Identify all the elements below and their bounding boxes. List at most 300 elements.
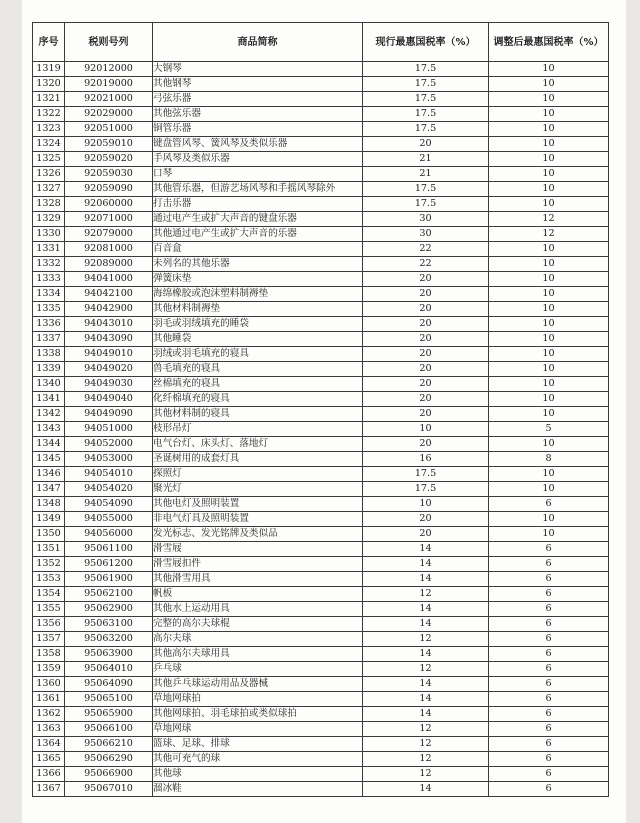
cell-current-mfn-rate: 17.5 xyxy=(363,182,489,197)
cell-tariff-code: 94054020 xyxy=(65,482,153,497)
cell-current-mfn-rate: 12 xyxy=(363,722,489,737)
cell-seq: 1336 xyxy=(33,317,65,332)
cell-seq: 1335 xyxy=(33,302,65,317)
table-row xyxy=(33,107,609,122)
cell-seq: 1352 xyxy=(33,557,65,572)
cell-product-name: 发光标志、发光铭牌及类似品 xyxy=(153,527,363,542)
cell-seq: 1361 xyxy=(33,692,65,707)
table-row xyxy=(33,587,609,602)
cell-seq: 1346 xyxy=(33,467,65,482)
cell-adjusted-mfn-rate: 6 xyxy=(489,722,609,737)
cell-tariff-code: 95062900 xyxy=(65,602,153,617)
cell-tariff-code: 95067010 xyxy=(65,782,153,797)
cell-product-name: 聚光灯 xyxy=(153,482,363,497)
cell-seq: 1330 xyxy=(33,227,65,242)
header-tariff-code: 税则号列 xyxy=(65,23,153,62)
cell-seq: 1360 xyxy=(33,677,65,692)
cell-tariff-code: 95066210 xyxy=(65,737,153,752)
cell-current-mfn-rate: 14 xyxy=(363,617,489,632)
cell-tariff-code: 94042900 xyxy=(65,302,153,317)
cell-adjusted-mfn-rate: 10 xyxy=(489,302,609,317)
cell-seq: 1342 xyxy=(33,407,65,422)
cell-current-mfn-rate: 20 xyxy=(363,332,489,347)
cell-current-mfn-rate: 20 xyxy=(363,302,489,317)
cell-product-name: 其他材料制的寝具 xyxy=(153,407,363,422)
cell-product-name: 枝形吊灯 xyxy=(153,422,363,437)
cell-seq: 1355 xyxy=(33,602,65,617)
table-row xyxy=(33,227,609,242)
cell-tariff-code: 94049020 xyxy=(65,362,153,377)
cell-tariff-code: 94041000 xyxy=(65,272,153,287)
cell-product-name: 弹簧床垫 xyxy=(153,272,363,287)
cell-seq: 1329 xyxy=(33,212,65,227)
cell-seq: 1351 xyxy=(33,542,65,557)
cell-tariff-code: 94049010 xyxy=(65,347,153,362)
tariff-table xyxy=(32,22,609,797)
cell-current-mfn-rate: 12 xyxy=(363,737,489,752)
table-row xyxy=(33,62,609,77)
header-product-name: 商品简称 xyxy=(153,23,363,62)
cell-seq: 1357 xyxy=(33,632,65,647)
table-row xyxy=(33,167,609,182)
table-row xyxy=(33,392,609,407)
cell-tariff-code: 94043010 xyxy=(65,317,153,332)
cell-current-mfn-rate: 17.5 xyxy=(363,62,489,77)
cell-current-mfn-rate: 10 xyxy=(363,422,489,437)
cell-seq: 1364 xyxy=(33,737,65,752)
cell-product-name: 篮球、足球、排球 xyxy=(153,737,363,752)
cell-product-name: 其他钢琴 xyxy=(153,77,363,92)
cell-current-mfn-rate: 20 xyxy=(363,137,489,152)
cell-tariff-code: 95061100 xyxy=(65,542,153,557)
table-row xyxy=(33,647,609,662)
cell-adjusted-mfn-rate: 10 xyxy=(489,77,609,92)
table-row xyxy=(33,632,609,647)
cell-product-name: 其他乒乓球运动用品及器械 xyxy=(153,677,363,692)
table-row xyxy=(33,137,609,152)
cell-adjusted-mfn-rate: 10 xyxy=(489,257,609,272)
cell-tariff-code: 92012000 xyxy=(65,62,153,77)
cell-current-mfn-rate: 14 xyxy=(363,707,489,722)
cell-product-name: 草地网球拍 xyxy=(153,692,363,707)
cell-current-mfn-rate: 14 xyxy=(363,602,489,617)
cell-adjusted-mfn-rate: 6 xyxy=(489,767,609,782)
cell-product-name: 滑雪屐扣件 xyxy=(153,557,363,572)
table-row xyxy=(33,122,609,137)
cell-tariff-code: 92029000 xyxy=(65,107,153,122)
cell-seq: 1338 xyxy=(33,347,65,362)
cell-tariff-code: 95066900 xyxy=(65,767,153,782)
cell-product-name: 其他电灯及照明装置 xyxy=(153,497,363,512)
cell-adjusted-mfn-rate: 6 xyxy=(489,617,609,632)
cell-product-name: 其他材料制褥垫 xyxy=(153,302,363,317)
cell-adjusted-mfn-rate: 10 xyxy=(489,272,609,287)
cell-current-mfn-rate: 30 xyxy=(363,227,489,242)
cell-current-mfn-rate: 20 xyxy=(363,272,489,287)
cell-product-name: 打击乐器 xyxy=(153,197,363,212)
header-seq: 序号 xyxy=(33,23,65,62)
cell-seq: 1366 xyxy=(33,767,65,782)
table-row xyxy=(33,752,609,767)
cell-seq: 1344 xyxy=(33,437,65,452)
cell-current-mfn-rate: 16 xyxy=(363,452,489,467)
cell-adjusted-mfn-rate: 10 xyxy=(489,107,609,122)
table-row xyxy=(33,692,609,707)
cell-tariff-code: 94056000 xyxy=(65,527,153,542)
cell-product-name: 完整的高尔夫球棍 xyxy=(153,617,363,632)
cell-tariff-code: 92079000 xyxy=(65,227,153,242)
table-row xyxy=(33,662,609,677)
cell-product-name: 海绵橡胶或泡沫塑料制褥垫 xyxy=(153,287,363,302)
cell-product-name: 大钢琴 xyxy=(153,62,363,77)
cell-seq: 1358 xyxy=(33,647,65,662)
cell-current-mfn-rate: 17.5 xyxy=(363,107,489,122)
table-row xyxy=(33,242,609,257)
cell-seq: 1339 xyxy=(33,362,65,377)
cell-product-name: 其他通过电产生或扩大声音的乐器 xyxy=(153,227,363,242)
table-row xyxy=(33,197,609,212)
cell-seq: 1323 xyxy=(33,122,65,137)
cell-tariff-code: 92089000 xyxy=(65,257,153,272)
cell-product-name: 通过电产生或扩大声音的键盘乐器 xyxy=(153,212,363,227)
cell-product-name: 非电气灯具及照明装置 xyxy=(153,512,363,527)
cell-seq: 1333 xyxy=(33,272,65,287)
table-row xyxy=(33,482,609,497)
cell-product-name: 丝棉填充的寝具 xyxy=(153,377,363,392)
cell-product-name: 口琴 xyxy=(153,167,363,182)
cell-current-mfn-rate: 21 xyxy=(363,152,489,167)
cell-tariff-code: 95065900 xyxy=(65,707,153,722)
cell-seq: 1337 xyxy=(33,332,65,347)
cell-current-mfn-rate: 17.5 xyxy=(363,467,489,482)
cell-product-name: 其他弦乐器 xyxy=(153,107,363,122)
cell-current-mfn-rate: 20 xyxy=(363,347,489,362)
cell-adjusted-mfn-rate: 6 xyxy=(489,662,609,677)
cell-adjusted-mfn-rate: 10 xyxy=(489,92,609,107)
cell-current-mfn-rate: 14 xyxy=(363,692,489,707)
cell-seq: 1331 xyxy=(33,242,65,257)
cell-adjusted-mfn-rate: 6 xyxy=(489,737,609,752)
cell-tariff-code: 95061200 xyxy=(65,557,153,572)
table-row xyxy=(33,92,609,107)
cell-adjusted-mfn-rate: 10 xyxy=(489,242,609,257)
cell-tariff-code: 94049030 xyxy=(65,377,153,392)
cell-adjusted-mfn-rate: 10 xyxy=(489,527,609,542)
cell-product-name: 百音盒 xyxy=(153,242,363,257)
cell-current-mfn-rate: 20 xyxy=(363,527,489,542)
cell-adjusted-mfn-rate: 10 xyxy=(489,137,609,152)
cell-product-name: 其他水上运动用具 xyxy=(153,602,363,617)
table-row xyxy=(33,212,609,227)
cell-seq: 1365 xyxy=(33,752,65,767)
cell-tariff-code: 95065100 xyxy=(65,692,153,707)
table-row xyxy=(33,362,609,377)
table-row xyxy=(33,602,609,617)
cell-adjusted-mfn-rate: 6 xyxy=(489,602,609,617)
cell-current-mfn-rate: 12 xyxy=(363,632,489,647)
cell-adjusted-mfn-rate: 6 xyxy=(489,572,609,587)
table-row xyxy=(33,737,609,752)
cell-adjusted-mfn-rate: 10 xyxy=(489,287,609,302)
cell-adjusted-mfn-rate: 10 xyxy=(489,332,609,347)
cell-adjusted-mfn-rate: 6 xyxy=(489,782,609,797)
cell-adjusted-mfn-rate: 6 xyxy=(489,647,609,662)
cell-seq: 1348 xyxy=(33,497,65,512)
cell-adjusted-mfn-rate: 10 xyxy=(489,437,609,452)
table-row xyxy=(33,152,609,167)
cell-adjusted-mfn-rate: 10 xyxy=(489,62,609,77)
cell-adjusted-mfn-rate: 6 xyxy=(489,497,609,512)
cell-adjusted-mfn-rate: 10 xyxy=(489,122,609,137)
cell-current-mfn-rate: 12 xyxy=(363,767,489,782)
page-footer-mark xyxy=(312,814,328,819)
cell-current-mfn-rate: 14 xyxy=(363,557,489,572)
cell-seq: 1367 xyxy=(33,782,65,797)
cell-tariff-code: 92071000 xyxy=(65,212,153,227)
cell-adjusted-mfn-rate: 6 xyxy=(489,632,609,647)
cell-seq: 1319 xyxy=(33,62,65,77)
cell-tariff-code: 95061900 xyxy=(65,572,153,587)
table-row xyxy=(33,542,609,557)
cell-product-name: 化纤棉填充的寝具 xyxy=(153,392,363,407)
table-row xyxy=(33,182,609,197)
cell-seq: 1324 xyxy=(33,137,65,152)
cell-product-name: 其他球 xyxy=(153,767,363,782)
table-row xyxy=(33,782,609,797)
cell-tariff-code: 92059010 xyxy=(65,137,153,152)
table-body xyxy=(33,62,609,797)
cell-tariff-code: 92081000 xyxy=(65,242,153,257)
cell-adjusted-mfn-rate: 10 xyxy=(489,182,609,197)
cell-adjusted-mfn-rate: 10 xyxy=(489,317,609,332)
cell-current-mfn-rate: 22 xyxy=(363,242,489,257)
cell-adjusted-mfn-rate: 6 xyxy=(489,752,609,767)
table-row xyxy=(33,527,609,542)
cell-current-mfn-rate: 12 xyxy=(363,752,489,767)
cell-current-mfn-rate: 14 xyxy=(363,677,489,692)
cell-tariff-code: 94051000 xyxy=(65,422,153,437)
cell-adjusted-mfn-rate: 8 xyxy=(489,452,609,467)
cell-product-name: 圣诞树用的成套灯具 xyxy=(153,452,363,467)
cell-product-name: 兽毛填充的寝具 xyxy=(153,362,363,377)
table-row xyxy=(33,677,609,692)
table-row xyxy=(33,512,609,527)
table-row xyxy=(33,452,609,467)
table-row xyxy=(33,557,609,572)
cell-current-mfn-rate: 14 xyxy=(363,542,489,557)
cell-seq: 1349 xyxy=(33,512,65,527)
cell-product-name: 弓弦乐器 xyxy=(153,92,363,107)
cell-tariff-code: 95064010 xyxy=(65,662,153,677)
cell-current-mfn-rate: 17.5 xyxy=(363,122,489,137)
cell-adjusted-mfn-rate: 10 xyxy=(489,467,609,482)
cell-adjusted-mfn-rate: 10 xyxy=(489,347,609,362)
cell-tariff-code: 92019000 xyxy=(65,77,153,92)
cell-seq: 1356 xyxy=(33,617,65,632)
header-adjusted-mfn-rate: 调整后最惠国税率（%） xyxy=(489,23,609,62)
cell-adjusted-mfn-rate: 10 xyxy=(489,167,609,182)
cell-product-name: 其他网球拍、羽毛球拍或类似球拍 xyxy=(153,707,363,722)
cell-adjusted-mfn-rate: 10 xyxy=(489,482,609,497)
cell-seq: 1325 xyxy=(33,152,65,167)
cell-current-mfn-rate: 17.5 xyxy=(363,197,489,212)
table-row xyxy=(33,707,609,722)
cell-seq: 1321 xyxy=(33,92,65,107)
cell-adjusted-mfn-rate: 5 xyxy=(489,422,609,437)
cell-product-name: 探照灯 xyxy=(153,467,363,482)
cell-tariff-code: 95063100 xyxy=(65,617,153,632)
cell-current-mfn-rate: 20 xyxy=(363,377,489,392)
cell-product-name: 溜冰鞋 xyxy=(153,782,363,797)
cell-seq: 1334 xyxy=(33,287,65,302)
cell-product-name: 未列名的其他乐器 xyxy=(153,257,363,272)
cell-adjusted-mfn-rate: 6 xyxy=(489,707,609,722)
cell-product-name: 羽绒或羽毛填充的寝具 xyxy=(153,347,363,362)
table-row xyxy=(33,77,609,92)
cell-product-name: 电气台灯、床头灯、落地灯 xyxy=(153,437,363,452)
cell-product-name: 滑雪屐 xyxy=(153,542,363,557)
cell-product-name: 其他管乐器，但游艺场风琴和手摇风琴除外 xyxy=(153,182,363,197)
cell-adjusted-mfn-rate: 6 xyxy=(489,677,609,692)
cell-seq: 1343 xyxy=(33,422,65,437)
table-row xyxy=(33,257,609,272)
cell-product-name: 草地网球 xyxy=(153,722,363,737)
cell-tariff-code: 94054010 xyxy=(65,467,153,482)
cell-product-name: 乒乓球 xyxy=(153,662,363,677)
cell-tariff-code: 92059090 xyxy=(65,182,153,197)
cell-current-mfn-rate: 30 xyxy=(363,212,489,227)
cell-tariff-code: 94049040 xyxy=(65,392,153,407)
cell-seq: 1326 xyxy=(33,167,65,182)
table-row xyxy=(33,302,609,317)
cell-tariff-code: 95063200 xyxy=(65,632,153,647)
cell-seq: 1347 xyxy=(33,482,65,497)
table-row xyxy=(33,422,609,437)
cell-product-name: 羽毛或羽绒填充的睡袋 xyxy=(153,317,363,332)
header-current-mfn-rate: 现行最惠国税率（%） xyxy=(363,23,489,62)
header-row xyxy=(33,23,609,62)
cell-adjusted-mfn-rate: 12 xyxy=(489,212,609,227)
cell-seq: 1363 xyxy=(33,722,65,737)
cell-current-mfn-rate: 17.5 xyxy=(363,92,489,107)
cell-tariff-code: 94055000 xyxy=(65,512,153,527)
cell-seq: 1354 xyxy=(33,587,65,602)
cell-tariff-code: 95064090 xyxy=(65,677,153,692)
cell-adjusted-mfn-rate: 10 xyxy=(489,362,609,377)
cell-adjusted-mfn-rate: 10 xyxy=(489,407,609,422)
cell-product-name: 其他滑雪用具 xyxy=(153,572,363,587)
cell-tariff-code: 94043090 xyxy=(65,332,153,347)
cell-tariff-code: 95062100 xyxy=(65,587,153,602)
cell-tariff-code: 92021000 xyxy=(65,92,153,107)
cell-current-mfn-rate: 20 xyxy=(363,362,489,377)
cell-tariff-code: 95066100 xyxy=(65,722,153,737)
table-row xyxy=(33,767,609,782)
table-row xyxy=(33,347,609,362)
cell-current-mfn-rate: 10 xyxy=(363,497,489,512)
table-row xyxy=(33,572,609,587)
cell-current-mfn-rate: 12 xyxy=(363,587,489,602)
table-row xyxy=(33,497,609,512)
cell-product-name: 帆板 xyxy=(153,587,363,602)
table-row xyxy=(33,287,609,302)
table-row xyxy=(33,332,609,347)
table-header xyxy=(33,23,609,62)
cell-seq: 1341 xyxy=(33,392,65,407)
cell-current-mfn-rate: 14 xyxy=(363,647,489,662)
cell-adjusted-mfn-rate: 10 xyxy=(489,152,609,167)
cell-product-name: 其他可充气的球 xyxy=(153,752,363,767)
table-row xyxy=(33,377,609,392)
cell-tariff-code: 94042100 xyxy=(65,287,153,302)
cell-current-mfn-rate: 20 xyxy=(363,392,489,407)
cell-current-mfn-rate: 14 xyxy=(363,782,489,797)
cell-seq: 1350 xyxy=(33,527,65,542)
cell-tariff-code: 92051000 xyxy=(65,122,153,137)
cell-tariff-code: 92059030 xyxy=(65,167,153,182)
cell-adjusted-mfn-rate: 10 xyxy=(489,197,609,212)
cell-product-name: 其他高尔夫球用具 xyxy=(153,647,363,662)
cell-seq: 1328 xyxy=(33,197,65,212)
cell-seq: 1345 xyxy=(33,452,65,467)
cell-tariff-code: 94053000 xyxy=(65,452,153,467)
cell-current-mfn-rate: 22 xyxy=(363,257,489,272)
cell-tariff-code: 94052000 xyxy=(65,437,153,452)
cell-product-name: 铜管乐器 xyxy=(153,122,363,137)
cell-adjusted-mfn-rate: 6 xyxy=(489,542,609,557)
cell-seq: 1322 xyxy=(33,107,65,122)
cell-current-mfn-rate: 20 xyxy=(363,407,489,422)
cell-tariff-code: 92060000 xyxy=(65,197,153,212)
table-row xyxy=(33,467,609,482)
cell-current-mfn-rate: 14 xyxy=(363,572,489,587)
cell-adjusted-mfn-rate: 10 xyxy=(489,377,609,392)
table-row xyxy=(33,317,609,332)
cell-seq: 1332 xyxy=(33,257,65,272)
cell-seq: 1340 xyxy=(33,377,65,392)
cell-seq: 1327 xyxy=(33,182,65,197)
cell-current-mfn-rate: 17.5 xyxy=(363,77,489,92)
cell-tariff-code: 94049090 xyxy=(65,407,153,422)
table-row xyxy=(33,407,609,422)
cell-product-name: 手风琴及类似乐器 xyxy=(153,152,363,167)
cell-tariff-code: 94054090 xyxy=(65,497,153,512)
cell-seq: 1359 xyxy=(33,662,65,677)
cell-seq: 1320 xyxy=(33,77,65,92)
cell-adjusted-mfn-rate: 10 xyxy=(489,512,609,527)
cell-tariff-code: 92059020 xyxy=(65,152,153,167)
cell-product-name: 键盘管风琴、簧风琴及类似乐器 xyxy=(153,137,363,152)
cell-current-mfn-rate: 20 xyxy=(363,317,489,332)
cell-seq: 1362 xyxy=(33,707,65,722)
cell-current-mfn-rate: 12 xyxy=(363,662,489,677)
cell-adjusted-mfn-rate: 6 xyxy=(489,587,609,602)
cell-adjusted-mfn-rate: 6 xyxy=(489,692,609,707)
table-row xyxy=(33,617,609,632)
cell-current-mfn-rate: 17.5 xyxy=(363,482,489,497)
table-row xyxy=(33,437,609,452)
cell-adjusted-mfn-rate: 6 xyxy=(489,557,609,572)
cell-current-mfn-rate: 21 xyxy=(363,167,489,182)
cell-product-name: 其他睡袋 xyxy=(153,332,363,347)
cell-tariff-code: 95063900 xyxy=(65,647,153,662)
cell-current-mfn-rate: 20 xyxy=(363,287,489,302)
cell-product-name: 高尔夫球 xyxy=(153,632,363,647)
cell-tariff-code: 95066290 xyxy=(65,752,153,767)
cell-adjusted-mfn-rate: 10 xyxy=(489,392,609,407)
cell-current-mfn-rate: 20 xyxy=(363,512,489,527)
table-row xyxy=(33,722,609,737)
